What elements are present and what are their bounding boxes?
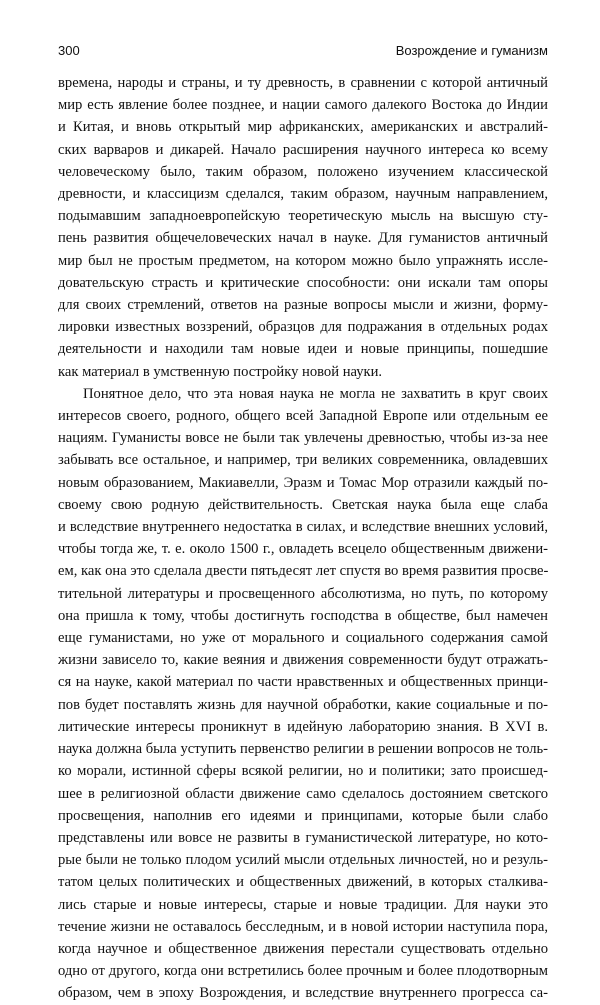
text-line: представлены или вовсе не развиты в гуманистической литературе, но кото-: [58, 829, 548, 846]
text-line: пов будет поставлять жизнь для научной обработки, какие социальные и по-: [58, 696, 548, 713]
text-line: времена, народы и страны, и ту древность, в сравнении с которой античный: [58, 75, 548, 91]
text-line: шее в религиозной области движение само сделалось достоянием светского: [58, 785, 548, 802]
text-line: ся на науке, какой материал по части нравственных и общественных принци-: [58, 674, 548, 691]
text-line: одно от другого, когда они встретились более прочным и более плодотворным: [58, 963, 548, 980]
text-line: пень развития общечеловеческих начал в науке. Для гуманистов античный: [58, 230, 548, 247]
text-line: ских варваров и дикарей. Начало расширения научного интереса ко всему: [58, 141, 548, 158]
page-number: 300: [58, 43, 80, 58]
text-line: и вследствие внутреннего недостатка в силах, и вследствие внешних условий,: [58, 519, 548, 536]
text-line: татом целых политических и общественных движений, в которых сталкива-: [58, 874, 548, 891]
text-line: рые были не только плодом усилий мысли отдельных личностей, но и резуль-: [58, 852, 548, 869]
text-line: еще гуманистами, но уже от морального и социального содержания самой: [58, 630, 548, 647]
body-text: [58, 72, 548, 1005]
text-line: своему свою родную действительность. Светская наука была еще слаба: [58, 496, 548, 513]
text-line: деятельности и находили там новые идеи и новые принципы, пошедшие: [58, 341, 548, 358]
text-line: просвещения, наполнив его идеями и принципами, которые были слабо: [58, 807, 548, 824]
text-line: когда научное и общественное движения перестали существовать отдельно: [58, 940, 548, 957]
text-line: новым образованием, Макиавелли, Эразм и Томас Мор отразили каждый по-: [58, 474, 548, 491]
text-line: человеческому было, таким образом, положено изучением классической: [58, 163, 548, 180]
text-line: Понятное дело, что эта новая наука не могла не захватить в круг своих: [83, 385, 548, 402]
text-line: интересов своего, родного, общего всей Западной Европе или отдельным ее: [58, 408, 548, 425]
text-line: нациям. Гуманисты вовсе не были так увлечены древностью, чтобы из-за нее: [58, 430, 548, 447]
text-line: лись старые и новые интересы, старые и новые традиции. Для науки это: [58, 896, 548, 913]
running-head: [58, 40, 548, 62]
text-line: ко морали, истинной сферы всякой религии, но и политики; зато происшед-: [58, 763, 548, 780]
text-line: подымавшим западноевропейскую теоретическую мысль на высшую сту-: [58, 208, 548, 225]
text-line: мир был не простым предметом, на котором можно было упражнять иссле-: [58, 252, 548, 269]
text-line: забывать все остальное, и например, три великих современника, овладевших: [58, 452, 548, 469]
text-line: жизни зависело то, какие веяния и движения современности будут отражать-: [58, 652, 548, 669]
book-page: [58, 40, 548, 1005]
text-line: мир есть явление более позднее, и нации самого далекого Востока до Индии: [58, 97, 548, 114]
text-line: она пришла к тому, чтобы достигнуть господства в обществе, был намечен: [58, 607, 548, 624]
text-line: литические интересы проникнут в идейную лабораторию знания. В XVI в.: [58, 718, 548, 735]
text-line: древности, и классицизм сделался, таким образом, научным направлением,: [58, 186, 548, 203]
text-line: и Китая, и вновь открытый мир африканских, американских и австралий-: [58, 119, 548, 136]
text-line: течение жизни не оставалось бесследным, и в новой истории наступила пора,: [58, 918, 548, 935]
text-line: ем, как она это сделала двести пятьдесят лет спустя во время развития просве-: [58, 563, 548, 580]
text-line: наука должна была уступить первенство религии в решении вопросов не толь-: [58, 741, 548, 758]
text-line: лировки известных воззрений, образцов для подражания в отдельных родах: [58, 319, 548, 336]
text-line: образом, чем в эпоху Возрождения, и вследствие внутреннего прогресса са-: [58, 985, 548, 1002]
text-line: как материал в умственную постройку новой науки.: [58, 363, 383, 380]
text-line: тительной литературы и просвещенного абсолютизма, но путь, по которому: [58, 585, 548, 602]
text-line: для своих стремлений, ответов на разные вопросы мысли и жизни, форму-: [58, 297, 548, 314]
text-line: чтобы тогда же, т. е. около 1500 г., овладеть всецело общественным движени-: [58, 541, 548, 558]
chapter-title: Возрождение и гуманизм: [395, 43, 548, 58]
text-line: довательскую страсть и критические способности: они искали там опоры: [58, 274, 548, 291]
